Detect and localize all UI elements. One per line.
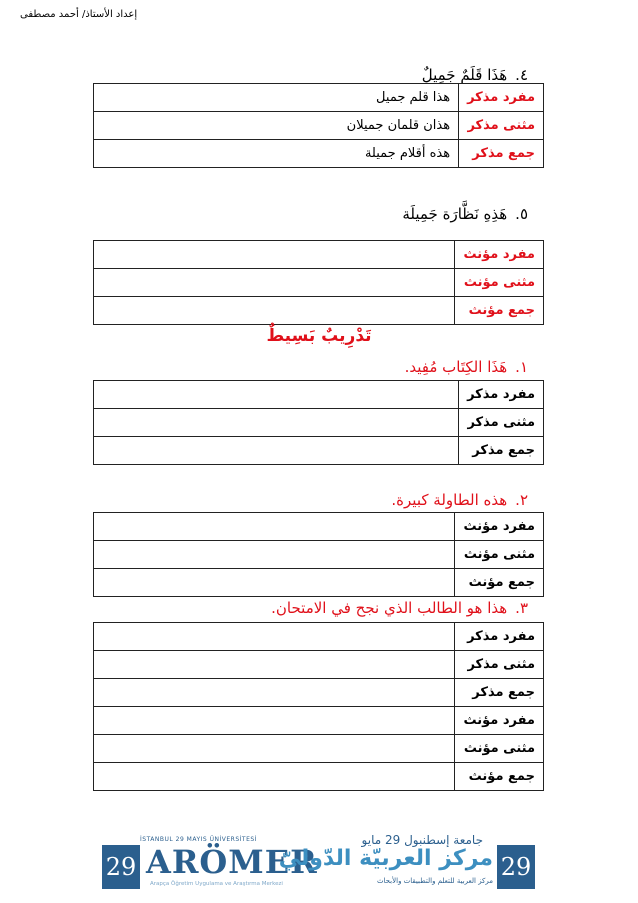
row-answer[interactable] [94,269,455,297]
row-label: جمع مؤنث [455,763,544,791]
ex3-number: ٣. [515,599,528,617]
row-label: مثنى مذكر [459,409,544,437]
row-label: جمع مؤنث [455,569,544,597]
row-label: مثنى مؤنث [455,735,544,763]
training-title: تَدْرِيبٌ بَسِيطٌ [266,326,372,346]
aromer-subtitle: Arapça Öğretim Uygulama ve Araştırma Merkezi [150,881,283,887]
table-row [94,409,544,437]
ex2-sentence: هذه الطاولة كبيرة. [391,491,508,509]
table-row [94,112,544,140]
row-answer[interactable] [94,297,455,325]
row-label: مثنى مذكر [459,112,544,140]
row-label: مثنى مؤنث [455,541,544,569]
table-row [94,140,544,168]
ex1-sentence: هَذَا الكِتَاب مُفِيد. [404,358,508,376]
arabic-logo-badge: 29 [497,845,535,889]
ex2-table [93,512,544,597]
row-answer[interactable] [94,513,455,541]
row-label: جمع مؤنث [455,297,544,325]
row-answer[interactable] [94,437,459,465]
arabic-logo-subtitle: مركز العربية للتعلم والتطبيقات والأبحاث [376,877,493,885]
table-row [94,707,544,735]
section4-number: ٤. [515,66,528,84]
table-row [94,541,544,569]
table-row [94,84,544,112]
row-answer[interactable] [94,707,455,735]
arabic-center-logo [278,833,545,891]
section4-table [93,83,544,168]
ex3-table [93,622,544,791]
table-row [94,269,544,297]
ex3-title [271,599,528,617]
aromer-wordmark: ARÖMER [146,843,318,881]
row-answer[interactable] [94,541,455,569]
row-label: جمع مذكر [459,437,544,465]
table-row [94,651,544,679]
row-label: مفرد مؤنث [455,513,544,541]
row-answer[interactable]: هذان قلمان جميلان [94,112,459,140]
row-answer[interactable] [94,241,455,269]
ex2-title [391,491,528,509]
ex1-number: ١. [515,358,528,376]
row-answer[interactable] [94,381,459,409]
aromer-university-name: İSTANBUL 29 MAYIS ÜNİVERSİTESİ [140,836,257,843]
section5-title [402,205,528,223]
arabic-logo-university: جامعة إسطنبول 29 مايو [361,833,483,847]
table-row [94,679,544,707]
row-answer[interactable]: هذا قلم جميل [94,84,459,112]
row-answer[interactable] [94,735,455,763]
row-answer[interactable] [94,763,455,791]
row-label: مفرد مذكر [455,623,544,651]
row-label: جمع مذكر [455,679,544,707]
table-row [94,437,544,465]
row-label: مثنى مؤنث [455,269,544,297]
ex2-number: ٢. [515,491,528,509]
ex3-sentence: هذا هو الطالب الذي نجح في الامتحان. [271,599,508,617]
row-label: جمع مذكر [459,140,544,168]
row-answer[interactable] [94,409,459,437]
aromer-logo [100,833,318,891]
row-label: مفرد مؤنث [455,707,544,735]
row-label: مفرد مؤنث [455,241,544,269]
table-row [94,381,544,409]
section4-title [422,66,528,84]
table-row [94,623,544,651]
table-row [94,569,544,597]
table-row [94,297,544,325]
table-row [94,735,544,763]
aromer-badge: 29 [102,845,140,889]
section4-sentence: هَذَا قَلَمٌ جَمِيلٌ [421,66,508,84]
arabic-logo-name: مركز العربيّة الدّوليّ [278,846,493,871]
row-answer[interactable] [94,679,455,707]
row-label: مفرد مذكر [459,84,544,112]
row-answer[interactable] [94,651,455,679]
ex1-title [405,358,528,376]
row-answer[interactable] [94,569,455,597]
row-answer[interactable] [94,623,455,651]
section5-table [93,240,544,325]
row-answer[interactable]: هذه أقلام جميلة [94,140,459,168]
table-row [94,513,544,541]
table-row [94,241,544,269]
table-row [94,763,544,791]
row-label: مثنى مذكر [455,651,544,679]
ex1-table [93,380,544,465]
section5-number: ٥. [515,205,528,223]
author-header: إعداد الأستاذ/ أحمد مصطفى [20,9,138,20]
row-label: مفرد مذكر [459,381,544,409]
section5-sentence: هَذِهِ نَظَّارَة جَمِيلَة [402,205,508,223]
